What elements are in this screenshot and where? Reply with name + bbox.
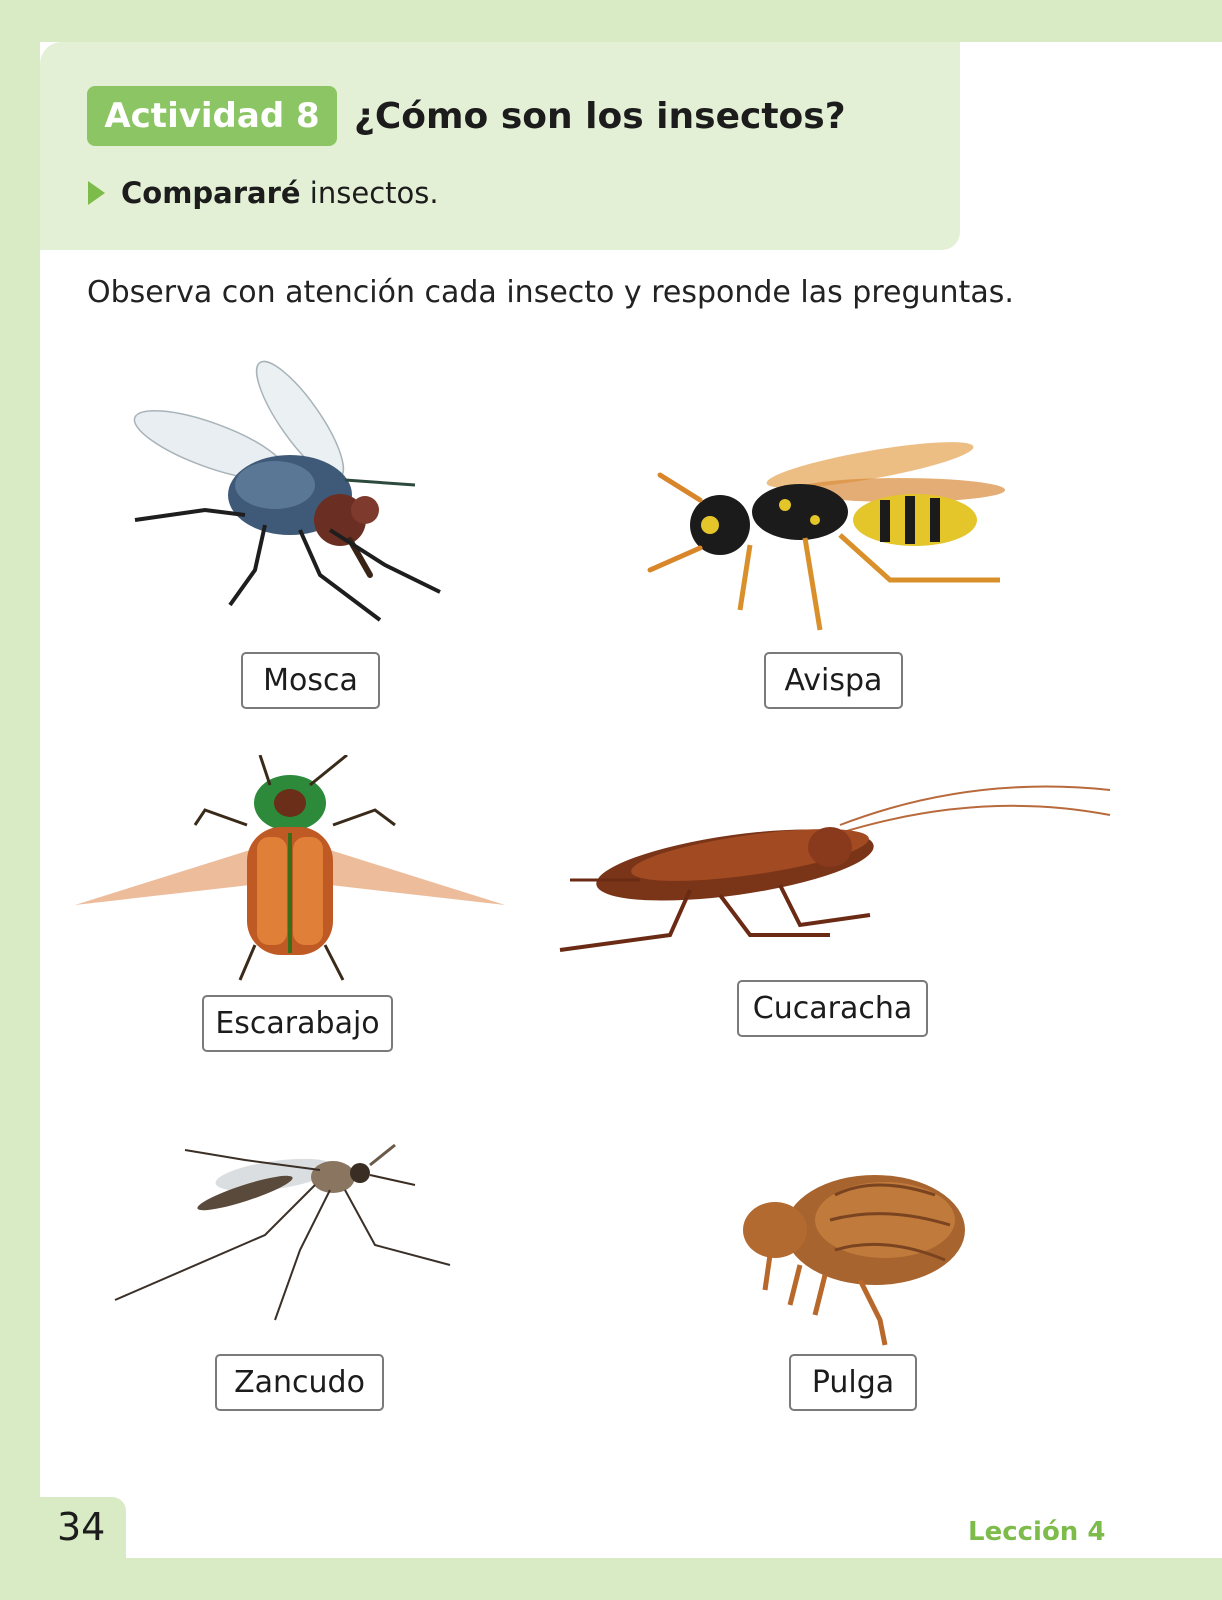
label-avispa: Avispa — [764, 652, 903, 709]
cockroach-image — [550, 785, 1132, 965]
label-escarabajo: Escarabajo — [202, 995, 393, 1052]
label-zancudo: Zancudo — [215, 1354, 384, 1411]
activity-header — [40, 42, 960, 250]
objective-line — [88, 173, 439, 213]
activity-title: ¿Cómo son los insectos? — [354, 96, 846, 137]
label-mosca: Mosca — [241, 652, 380, 709]
activity-badge: Actividad 8 — [87, 86, 337, 146]
bottom-margin — [0, 1558, 1222, 1600]
beetle-image — [75, 755, 505, 985]
objective-text: insectos. — [300, 176, 439, 210]
instruction-text: Observa con atención cada insecto y responde las preguntas. — [87, 275, 1014, 310]
mosquito-image — [105, 1125, 465, 1325]
label-cucaracha: Cucaracha — [737, 980, 928, 1037]
page-number: 34 — [57, 1505, 106, 1549]
lesson-label: Lección 4 — [968, 1517, 1106, 1547]
label-pulga: Pulga — [789, 1354, 917, 1411]
play-triangle-icon — [88, 181, 105, 205]
objective-verb: Compararé — [121, 176, 301, 210]
fly-image — [125, 360, 445, 630]
flea-image — [735, 1165, 975, 1350]
wasp-image — [640, 430, 1030, 650]
